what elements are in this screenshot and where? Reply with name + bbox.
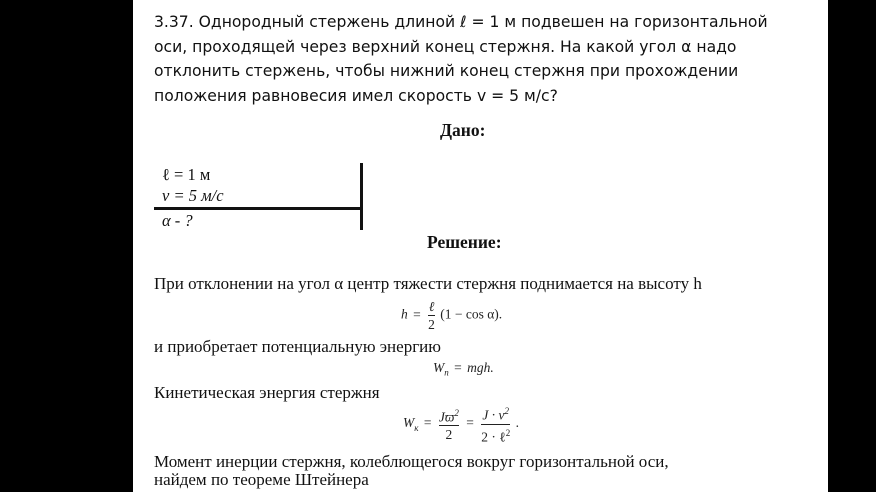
solution-text-3: Кинетическая энергия стержня <box>154 383 380 402</box>
formula3-sup1: 2 <box>454 407 459 418</box>
document-page <box>133 0 828 492</box>
formula3-lhs: W <box>403 415 415 431</box>
formula2-lhs: W <box>433 360 445 375</box>
problem-line-2: оси, проходящей через верхний конец стержня. На какой угол α надо <box>154 37 737 56</box>
problem-line-4: положения равновесия имел скорость v = 5 м/с? <box>154 86 558 105</box>
formula3-bar1 <box>439 425 459 426</box>
given-separator-horizontal <box>154 207 362 210</box>
formula-height <box>401 299 502 332</box>
formula3-sub: к <box>414 422 419 433</box>
given-unknown: α - ? <box>162 211 193 230</box>
formula2-rhs: mgh. <box>467 360 494 375</box>
formula3-num2: J · v <box>482 407 505 423</box>
solution-text-2: и приобретает потенциальную энергию <box>154 337 441 356</box>
formula3-eq2: = <box>466 415 474 431</box>
formula1-bar <box>428 315 435 316</box>
formula2-eq: = <box>454 360 462 375</box>
formula2-sub: п <box>444 367 449 378</box>
formula3-sup2: 2 <box>504 406 510 416</box>
formula1-rest: (1 − cos α). <box>440 306 503 322</box>
solution-heading: Решение: <box>427 232 502 252</box>
given-separator-vertical <box>360 163 363 230</box>
formula3-end: . <box>515 415 519 431</box>
formula3-num1: Jϖ <box>438 409 455 425</box>
formula3-bar2 <box>481 424 510 425</box>
solution-text-4: Момент инерции стержня, колеблющегося вокруг горизонтальной оси, <box>154 452 669 471</box>
formula3-fraction-1 <box>439 406 459 443</box>
formula1-fraction <box>428 299 435 332</box>
problem-line-1: 3.37. Однородный стержень длиной ℓ = 1 м подвешен на горизонтальной <box>154 13 768 31</box>
formula3-den2: 2 · ℓ <box>481 429 506 444</box>
formula-kinetic-energy <box>403 404 519 444</box>
formula3-sup3: 2 <box>505 427 511 438</box>
given-heading: Дано: <box>440 120 486 140</box>
formula1-den: 2 <box>428 317 435 332</box>
formula-potential-energy <box>433 360 494 378</box>
formula3-fraction-2 <box>481 404 510 444</box>
given-velocity: v = 5 м/с <box>162 186 224 205</box>
formula1-lhs: h <box>401 306 408 322</box>
problem-statement <box>154 10 814 108</box>
solution-text-1: При отклонении на угол α центр тяжести стержня поднимается на высоту h <box>154 274 702 293</box>
formula3-den1: 2 <box>445 427 453 443</box>
problem-line-3: отклонить стержень, чтобы нижний конец стержня при прохождении <box>154 62 739 80</box>
formula1-num: ℓ <box>428 299 435 314</box>
formula3-eq: = <box>423 415 432 431</box>
given-length: ℓ = 1 м <box>162 165 211 184</box>
formula1-eq: = <box>413 306 421 322</box>
solution-text-5: найдем по теореме Штейнера <box>154 470 369 489</box>
